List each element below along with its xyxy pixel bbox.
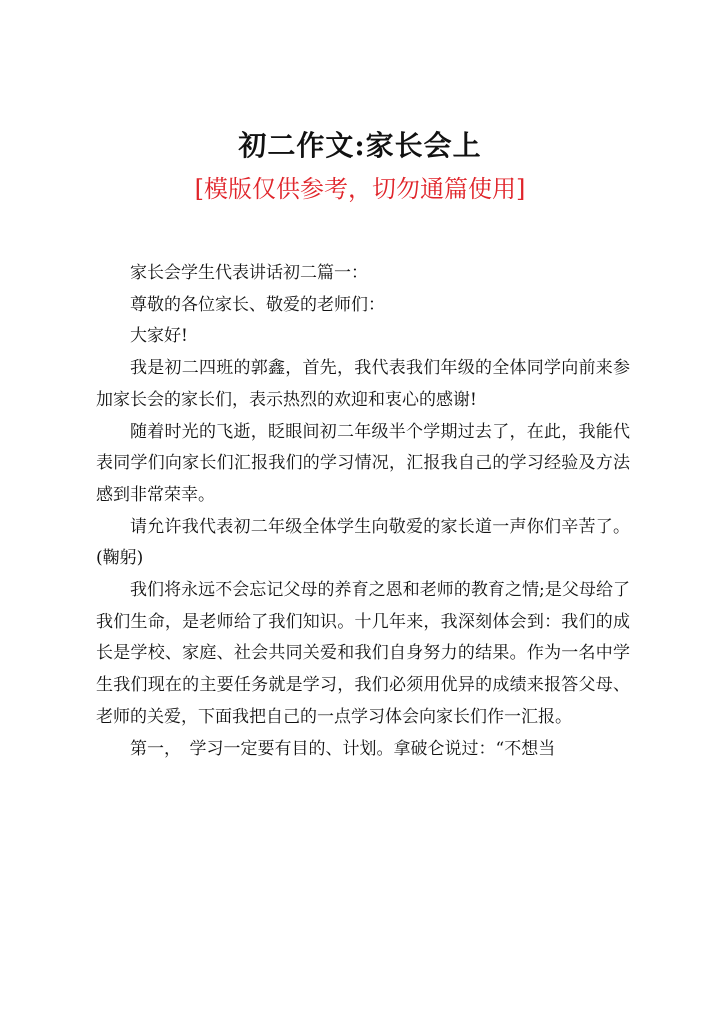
- paragraph: 大家好!: [130, 326, 188, 347]
- paragraph: 我们将永远不会忘记父母的养育之恩和老师的教育之情;是父母给了我们生命，是老师给了我们知识。十几年来，我深刻体会到：我们的成长是学校、家庭、社会共同关爱和我们自身努力的结果。作为一名中学生我们现在的主要任务就是学习，我们必须用优异的成绩来报答父母、老师的关爱，下面我把自己的一点学习体会向家长们作一汇报。: [96, 580, 630, 727]
- paragraph: 随着时光的飞逝，眨眼间初二年级半个学期过去了，在此，我能代表同学们向家长们汇报我们的学习情况，汇报我自己的学习经验及方法感到非常荣幸。: [96, 421, 630, 505]
- template-notice: [模版仅供参考，切勿通篇使用]: [194, 175, 526, 203]
- paragraph: 尊敬的各位家长、敬爱的老师们：: [130, 294, 385, 315]
- paragraph: 我是初二四班的郭鑫，首先，我代表我们年级的全体同学向前来参加家长会的家长们，表示热烈的欢迎和衷心的感谢!: [96, 358, 630, 410]
- paragraph: 家长会学生代表讲话初二篇一：: [130, 263, 368, 283]
- paragraph: 请允许我代表初二年级全体学生向敬爱的家长道一声你们辛苦了。(鞠躬): [96, 516, 630, 569]
- document-title: 初二作文:家长会上: [238, 129, 482, 162]
- document-body: [96, 258, 630, 765]
- paragraph: 第一， 学习一定要有目的、计划。拿破仑说过：“不想当: [130, 738, 556, 759]
